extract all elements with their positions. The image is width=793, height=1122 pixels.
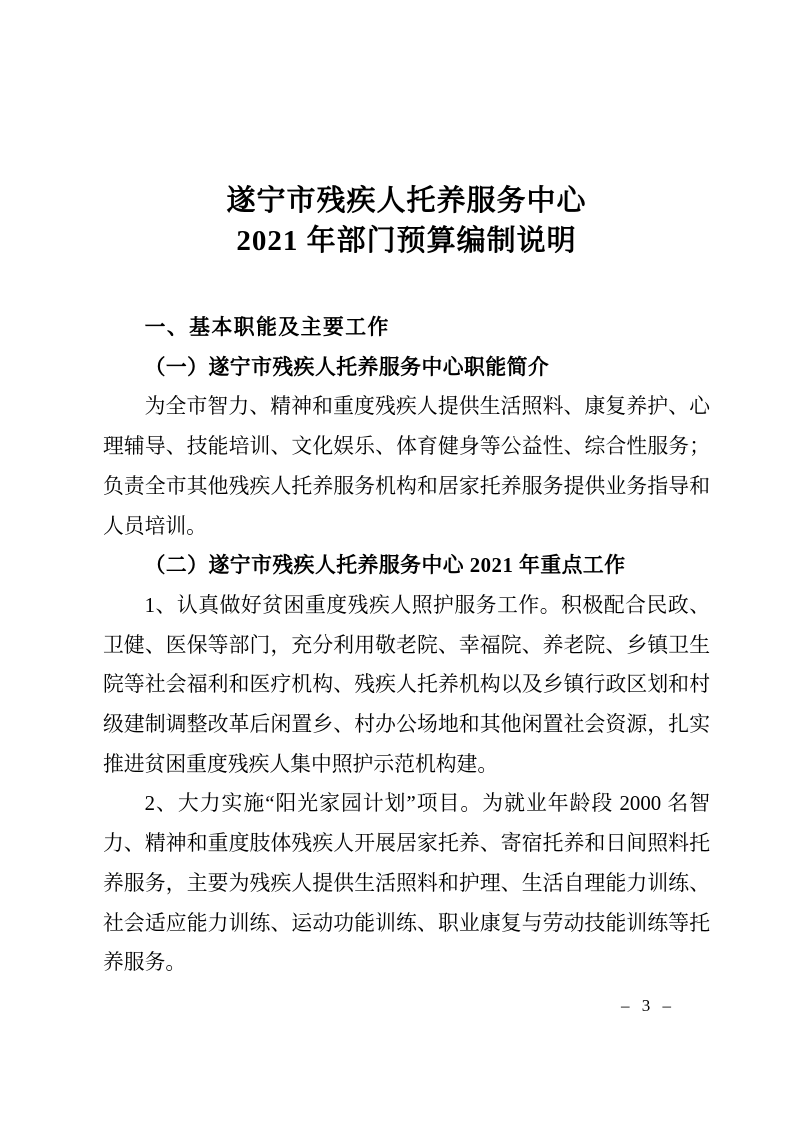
document-title-line-2: 2021 年部门预算编制说明 xyxy=(236,225,577,257)
subsection-heading-functions-intro: （一）遂宁市残疾人托养服务中心职能简介 xyxy=(144,355,550,379)
section-heading-basic-functions: 一、基本职能及主要工作 xyxy=(144,316,390,339)
document-content xyxy=(103,0,710,983)
subsection-heading-2021-key-work: （二）遂宁市残疾人托养服务中心 2021 年重点工作 xyxy=(144,554,626,578)
paragraph-key-work-item-2: 2、大力实施“阳光家园计划”项目。为就业年龄段 2000 名智力、精神和重度肢体残疾人开展居家托养、寄宿托养和日间照料托养服务，主要为残疾人提供生活照料和护理、生活自理能力训练、社会适应能力训练、运动功能训练、职业康复与劳动技能训练等托养服务。 xyxy=(103,792,710,975)
document-title xyxy=(103,181,710,261)
paragraph-functions-intro: 为全市智力、精神和重度残疾人提供生活照料、康复养护、心理辅导、技能培训、文化娱乐、体育健身等公益性、综合性服务；负责全市其他残疾人托养服务机构和居家托养服务提供业务指导和人员培训。 xyxy=(103,395,710,538)
document-title-line-1: 遂宁市残疾人托养服务中心 xyxy=(226,185,587,217)
document-body xyxy=(103,308,710,983)
paragraph-key-work-item-1: 1、认真做好贫困重度残疾人照护服务工作。积极配合民政、卫健、医保等部门，充分利用敬老院、幸福院、养老院、乡镇卫生院等社会福利和医疗机构、残疾人托养机构以及乡镇行政区划和村级建制调整改革后闲置乡、村办公场地和其他闲置社会资源，扎实推进贫困重度残疾人集中照护示范机构建。 xyxy=(103,593,710,776)
page-number: – 3 – xyxy=(621,996,675,1015)
